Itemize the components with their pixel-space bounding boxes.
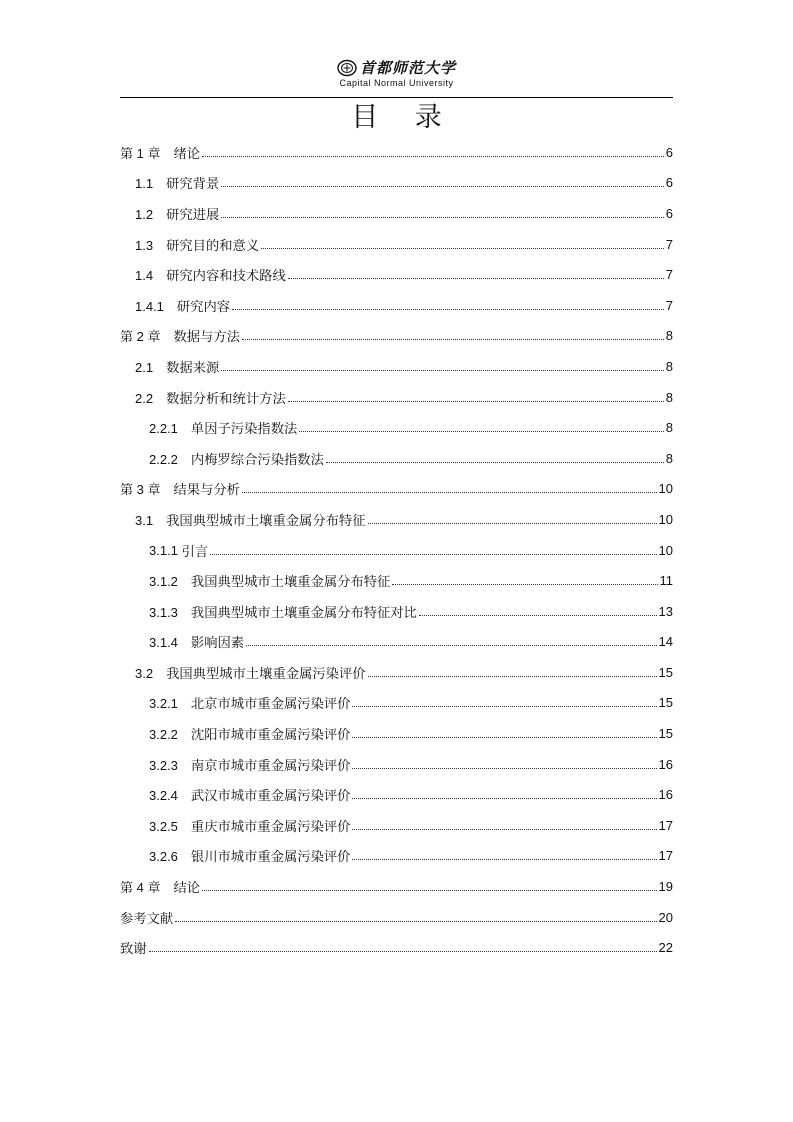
toc-entry[interactable] bbox=[120, 168, 673, 199]
toc-entry-number: 3.1.3 bbox=[149, 604, 191, 620]
toc-entry-number: 3.2 bbox=[135, 665, 167, 681]
toc-entry-number: 3.2.6 bbox=[149, 849, 191, 865]
dot-leader bbox=[221, 370, 664, 371]
toc-entry-title: 武汉市城市重金属污染评价 bbox=[190, 789, 351, 805]
logo-english-name: Capital Normal University bbox=[339, 78, 454, 88]
dot-leader bbox=[221, 217, 664, 218]
toc-entry[interactable] bbox=[120, 259, 673, 290]
toc-entry-page-number: 8 bbox=[665, 328, 673, 344]
toc-entry-title: 绪论 bbox=[173, 146, 201, 162]
toc-entry-page-number: 17 bbox=[658, 817, 673, 833]
toc-entry-number: 3.1.4 bbox=[149, 635, 191, 651]
toc-entry-title: 研究进展 bbox=[166, 207, 220, 223]
toc-entry-number: 2.2 bbox=[135, 390, 167, 406]
toc-entry[interactable] bbox=[120, 749, 673, 780]
toc-entry[interactable] bbox=[120, 504, 673, 535]
toc-entry-title: 结果与分析 bbox=[173, 483, 240, 499]
toc-entry[interactable] bbox=[120, 688, 673, 719]
toc-entry-page-number: 8 bbox=[665, 450, 673, 466]
toc-entry[interactable] bbox=[120, 841, 673, 872]
toc-entry-title: 沈阳市城市重金属污染评价 bbox=[190, 728, 351, 744]
toc-entry-page-number: 6 bbox=[665, 205, 673, 221]
toc-entry-title: 引言 bbox=[181, 544, 209, 560]
toc-entry-number: 2.2.1 bbox=[149, 421, 191, 437]
toc-entry-page-number: 16 bbox=[658, 756, 673, 772]
toc-entry-number: 1.4 bbox=[135, 268, 167, 284]
toc-entry-number: 3.2.2 bbox=[149, 727, 191, 743]
toc-entry[interactable] bbox=[120, 657, 673, 688]
toc-entry-title: 结论 bbox=[173, 881, 201, 897]
toc-entry[interactable] bbox=[120, 596, 673, 627]
toc-entry-title: 数据分析和统计方法 bbox=[166, 391, 286, 407]
dot-leader bbox=[352, 798, 656, 799]
toc-entry-title: 重庆市城市重金属污染评价 bbox=[190, 819, 351, 835]
toc-entry-page-number: 11 bbox=[659, 573, 673, 589]
toc-entry-number: 第 3 章 bbox=[120, 482, 174, 498]
toc-entry-number: 1.2 bbox=[135, 206, 167, 222]
toc-entry[interactable] bbox=[120, 902, 673, 933]
dot-leader bbox=[232, 309, 664, 310]
toc-entry[interactable] bbox=[120, 229, 673, 260]
toc-entry[interactable] bbox=[120, 382, 673, 413]
toc-entry-page-number: 15 bbox=[658, 726, 673, 742]
toc-entry-page-number: 6 bbox=[665, 144, 673, 160]
table-of-contents bbox=[120, 137, 673, 963]
toc-entry-title: 研究内容 bbox=[176, 299, 231, 315]
toc-entry[interactable] bbox=[120, 779, 673, 810]
dot-leader bbox=[392, 584, 657, 585]
toc-entry-title: 我国典型城市土壤重金属污染评价 bbox=[166, 666, 366, 682]
toc-entry-title: 研究背景 bbox=[166, 177, 220, 193]
toc-entry-page-number: 13 bbox=[658, 603, 673, 619]
university-seal-icon bbox=[337, 59, 357, 77]
dot-leader bbox=[352, 829, 656, 830]
dot-leader bbox=[352, 859, 656, 860]
logo-chinese-name: 首都师范大学 bbox=[359, 59, 456, 77]
dot-leader bbox=[368, 523, 657, 524]
toc-entry-page-number: 15 bbox=[658, 664, 673, 680]
toc-entry-title: 研究内容和技术路线 bbox=[166, 269, 286, 285]
toc-entry-number: 第 1 章 bbox=[120, 145, 174, 161]
toc-entry-title: 研究目的和意义 bbox=[166, 238, 260, 254]
dot-leader bbox=[419, 615, 657, 616]
dot-leader bbox=[326, 462, 664, 463]
toc-entry-page-number: 22 bbox=[658, 940, 673, 956]
toc-entry-number: 3.2.5 bbox=[149, 818, 191, 834]
toc-entry[interactable] bbox=[120, 535, 673, 566]
toc-entry-number: 第 4 章 bbox=[120, 880, 174, 896]
toc-entry-page-number: 7 bbox=[665, 267, 673, 283]
toc-entry-title: 致谢 bbox=[120, 942, 147, 958]
dot-leader bbox=[299, 431, 663, 432]
toc-entry-title: 数据来源 bbox=[166, 360, 220, 376]
toc-entry[interactable] bbox=[120, 137, 673, 168]
toc-entry[interactable] bbox=[120, 565, 673, 596]
toc-entry-page-number: 8 bbox=[665, 389, 673, 405]
dot-leader bbox=[288, 401, 664, 402]
page-title: 目 录 bbox=[351, 102, 456, 133]
toc-entry-number: 3.2.4 bbox=[149, 788, 191, 804]
dot-leader bbox=[352, 737, 656, 738]
toc-entry-page-number: 10 bbox=[658, 511, 673, 527]
dot-leader bbox=[246, 645, 656, 646]
toc-entry[interactable] bbox=[120, 290, 673, 321]
toc-entry[interactable] bbox=[120, 810, 673, 841]
toc-entry-page-number: 10 bbox=[658, 481, 673, 497]
toc-entry-title: 我国典型城市土壤重金属分布特征 bbox=[166, 513, 366, 529]
toc-entry[interactable] bbox=[120, 443, 673, 474]
dot-leader bbox=[242, 492, 657, 493]
dot-leader bbox=[352, 706, 656, 707]
toc-entry-page-number: 10 bbox=[658, 542, 673, 558]
dot-leader bbox=[175, 921, 656, 922]
dot-leader bbox=[221, 186, 664, 187]
toc-entry-page-number: 17 bbox=[658, 848, 673, 864]
toc-entry-number: 3.1 bbox=[135, 512, 167, 528]
toc-entry[interactable] bbox=[120, 871, 673, 902]
toc-entry[interactable] bbox=[120, 198, 673, 229]
dot-leader bbox=[368, 676, 657, 677]
toc-entry-number: 1.4.1 bbox=[135, 298, 177, 314]
dot-leader bbox=[202, 156, 664, 157]
toc-entry-title: 影响因素 bbox=[190, 636, 245, 652]
toc-entry-page-number: 7 bbox=[665, 297, 673, 313]
toc-entry-page-number: 7 bbox=[665, 236, 673, 252]
toc-entry-title: 我国典型城市土壤重金属分布特征 bbox=[190, 575, 391, 591]
dot-leader bbox=[288, 278, 664, 279]
toc-entry-page-number: 6 bbox=[665, 175, 673, 191]
dot-leader bbox=[352, 768, 656, 769]
page-header bbox=[120, 56, 673, 98]
toc-entry-page-number: 20 bbox=[658, 909, 673, 925]
toc-entry[interactable] bbox=[120, 627, 673, 658]
toc-entry-title: 我国典型城市土壤重金属分布特征对比 bbox=[190, 605, 417, 621]
toc-entry-title: 北京市城市重金属污染评价 bbox=[190, 697, 351, 713]
toc-entry-number: 3.2.1 bbox=[149, 696, 191, 712]
toc-entry[interactable] bbox=[120, 474, 673, 505]
toc-entry[interactable] bbox=[120, 351, 673, 382]
toc-entry-title: 南京市城市重金属污染评价 bbox=[190, 758, 351, 774]
toc-entry-number: 2.2.2 bbox=[149, 451, 191, 467]
toc-entry[interactable] bbox=[120, 321, 673, 352]
toc-entry-number: 1.3 bbox=[135, 237, 167, 253]
toc-entry-title: 内梅罗综合污染指数法 bbox=[190, 452, 324, 468]
toc-entry-title: 单因子污染指数法 bbox=[190, 422, 298, 438]
toc-entry-number: 3.1.1 bbox=[149, 542, 182, 558]
toc-entry-page-number: 8 bbox=[665, 358, 673, 374]
toc-entry-page-number: 19 bbox=[658, 879, 673, 895]
toc-entry[interactable] bbox=[120, 932, 673, 963]
toc-entry-number: 2.1 bbox=[135, 359, 167, 375]
toc-entry[interactable] bbox=[120, 412, 673, 443]
dot-leader bbox=[261, 248, 664, 249]
toc-entry-number: 3.1.2 bbox=[149, 574, 191, 590]
toc-entry-page-number: 16 bbox=[658, 787, 673, 803]
toc-entry-title: 银川市城市重金属污染评价 bbox=[190, 850, 351, 866]
dot-leader bbox=[210, 554, 656, 555]
toc-entry-page-number: 15 bbox=[658, 695, 673, 711]
toc-entry[interactable] bbox=[120, 718, 673, 749]
toc-entry-number: 1.1 bbox=[135, 176, 167, 192]
dot-leader bbox=[149, 951, 657, 952]
toc-entry-number: 第 2 章 bbox=[120, 329, 174, 345]
university-logo bbox=[337, 59, 456, 97]
toc-entry-title: 数据与方法 bbox=[173, 330, 240, 346]
toc-entry-title: 参考文献 bbox=[120, 911, 174, 927]
toc-entry-page-number: 8 bbox=[665, 420, 673, 436]
dot-leader bbox=[202, 890, 656, 891]
toc-entry-number: 3.2.3 bbox=[149, 757, 191, 773]
toc-entry-page-number: 14 bbox=[658, 634, 673, 650]
dot-leader bbox=[242, 339, 664, 340]
